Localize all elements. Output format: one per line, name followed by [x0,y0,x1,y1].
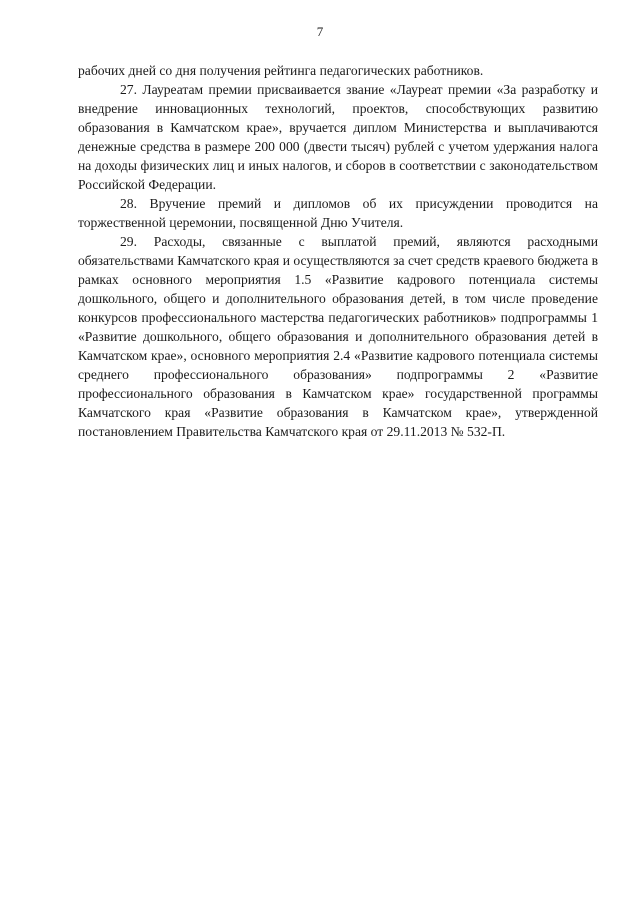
document-body [78,61,598,441]
paragraph-27: 27. Лауреатам премии присваивается звание «Лауреат премии «За разработку и внедрение инновационных технологий, проектов, способствующих развитию образования в Камчатском крае», вручается диплом Министерства и выплачиваются денежные средства в размере 200 000 (двести тысяч) рублей с учетом удержания налога на доходы физических лиц и иных налогов, и сборов в соответствии с законодательством Российской Федерации. [78,82,598,192]
paragraph-29: 29. Расходы, связанные с выплатой премий, являются расходными обязательствами Камчатского края и осуществляются за счет средств краевого бюджета в рамках основного мероприятия 1.5 «Развитие кадрового потенциала системы дошкольного, общего и дополнительного образования детей, в том числе проведение конкурсов профессионального мастерства педагогических работников» подпрограммы 1 «Развитие дошкольного, общего образования и дополнительного образования детей в Камчатском крае», основного мероприятия 2.4 «Развитие кадрового потенциала системы среднего профессионального образования» подпрограммы 2 «Развитие профессионального образования в Камчатском крае» государственной программы Камчатского края «Развитие образования в Камчатском крае», утвержденной постановлением Правительства Камчатского края от 29.11.2013 № 532-П. [78,234,598,439]
paragraph-continuation: рабочих дней со дня получения рейтинга педагогических работников. [78,63,484,78]
page-number: 7 [316,24,324,39]
paragraph-28: 28. Вручение премий и дипломов об их присуждении проводится на торжественной церемонии, посвященной Дню Учителя. [78,196,598,230]
